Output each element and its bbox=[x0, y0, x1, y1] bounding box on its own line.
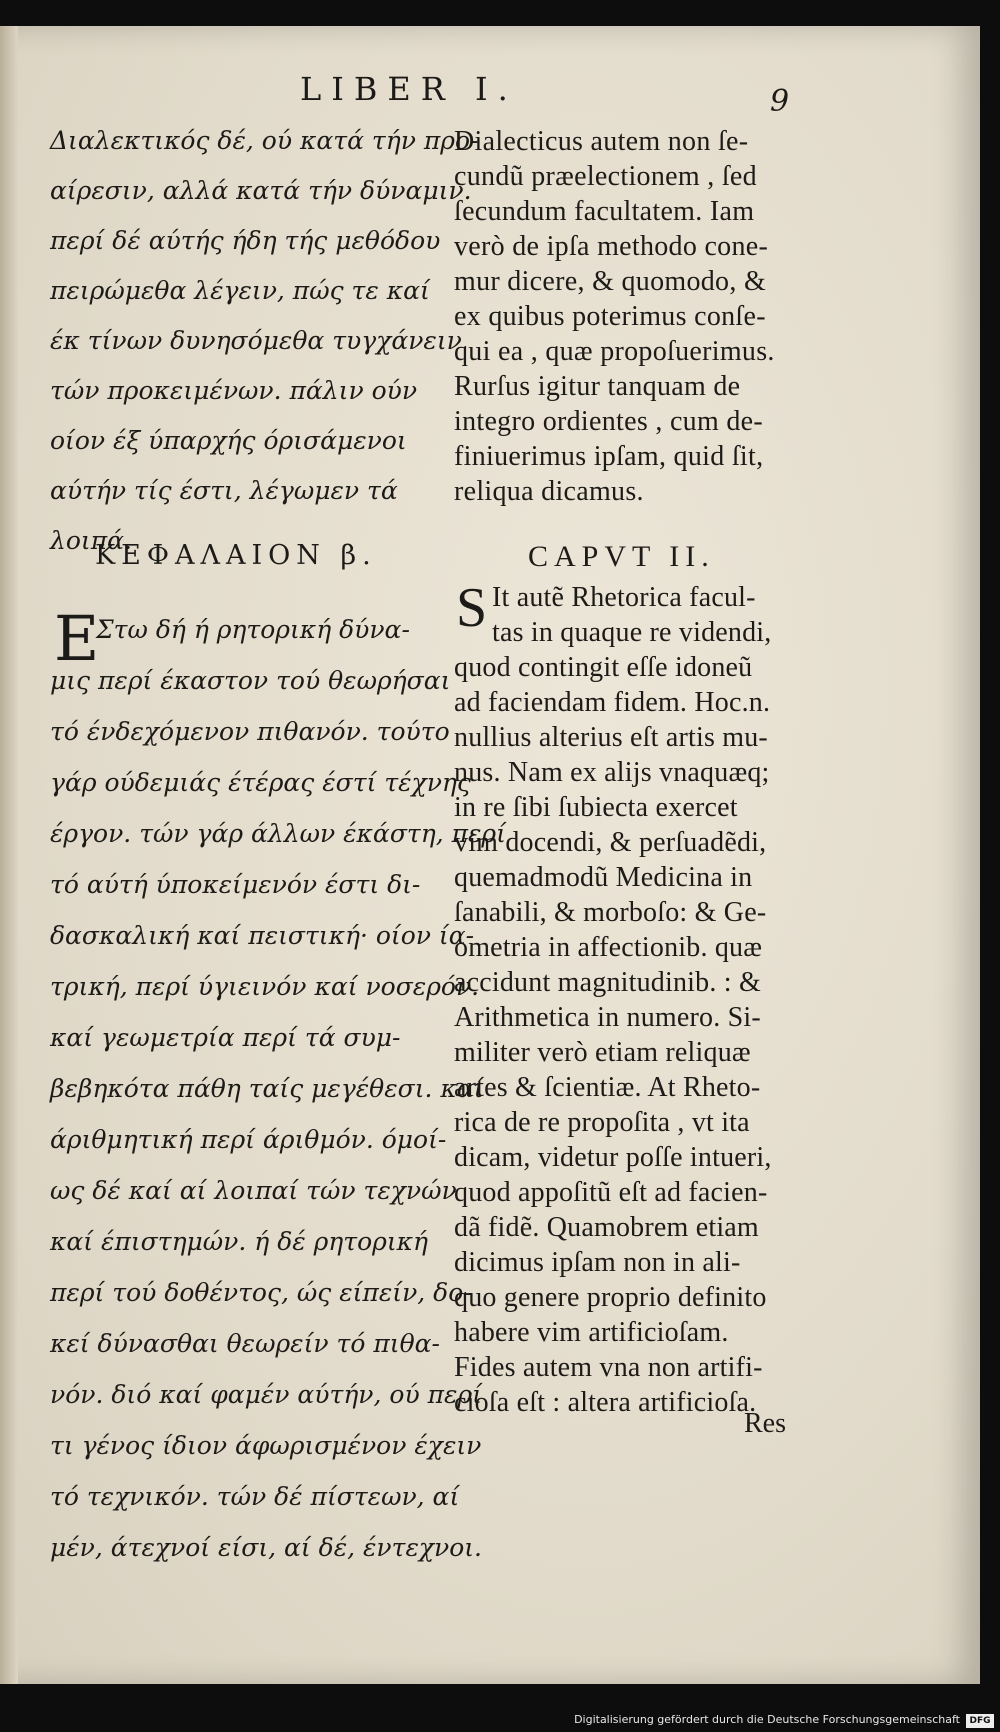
text-line: τό ένδεχόμενον πιθανόν. τούτο bbox=[50, 717, 450, 746]
text-line: πειρώμεθα λέγειν, πώς τε καί bbox=[50, 276, 430, 305]
text-line: integro ordientes , cum de- bbox=[454, 406, 764, 437]
text-line: nus. Nam ex alijs vnaquæq; bbox=[454, 757, 770, 788]
text-line: accidunt magnitudinib. : & bbox=[454, 967, 761, 998]
text-line: νόν. διό καί φαμέν αύτήν, ού περί bbox=[50, 1380, 482, 1409]
text-line: cundũ præelectionem , ſed bbox=[454, 161, 757, 192]
greek-column-first-line bbox=[96, 604, 436, 655]
text-line: artes & ſcientiæ. At Rheto- bbox=[454, 1072, 761, 1103]
text-line: έκ τίνων δυνησόμεθα τυγχάνειν bbox=[50, 326, 462, 355]
text-line: rica de re propoſita , vt ita bbox=[454, 1107, 750, 1138]
text-line: verò de ipſa methodo cone- bbox=[454, 231, 769, 262]
text-line: finiuerimus ipſam, quid ſit, bbox=[454, 441, 764, 472]
drop-cap-latin: S bbox=[456, 577, 488, 639]
latin-column-first-lines bbox=[492, 580, 802, 650]
folio-number: 9 bbox=[770, 84, 790, 119]
chapter-title-latin: CAPVT II. bbox=[528, 540, 715, 573]
text-line: quemadmodũ Medicina in bbox=[454, 862, 753, 893]
dfg-logo: DFG bbox=[966, 1714, 994, 1728]
text-line: Στω δή ή ρητορική δύνα- bbox=[96, 615, 410, 644]
text-line: ometria in affectionib. quæ bbox=[454, 932, 763, 963]
text-line: τι γένος ίδιον άφωρισμένον έχειν bbox=[50, 1431, 482, 1460]
text-line: περί τού δοθέντος, ώς είπείν, δο- bbox=[50, 1278, 472, 1307]
text-line: άριθμητική περί άριθμόν. όμοί- bbox=[50, 1125, 447, 1154]
text-line: έργον. τών γάρ άλλων έκάστη, περί bbox=[50, 819, 506, 848]
chapter-title-greek: ΚΕΦΑΛΑΙΟΝ β. bbox=[95, 540, 377, 571]
digitization-credit: Digitalisierung gefördert durch die Deutsche Forschungsgemeinschaft bbox=[574, 1713, 960, 1726]
text-line: It autẽ Rhetorica facul- bbox=[492, 582, 756, 613]
greek-column-body bbox=[50, 655, 506, 1573]
text-line: quo genere proprio definito bbox=[454, 1282, 767, 1313]
greek-column-top bbox=[50, 116, 479, 566]
text-line: καί γεωμετρία περί τά συμ- bbox=[50, 1023, 401, 1052]
text-line: nullius alterius eſt artis mu- bbox=[454, 722, 768, 753]
text-line: dicam, videtur poſſe intueri, bbox=[454, 1142, 772, 1173]
text-line: habere vim artificioſam. bbox=[454, 1317, 729, 1348]
text-line: τό τεχνικόν. τών δέ πίστεων, αί bbox=[50, 1482, 460, 1511]
text-line: ως δέ καί αί λοιπαί τών τεχνών bbox=[50, 1176, 457, 1205]
latin-column-body bbox=[454, 650, 799, 1420]
catchword: Res bbox=[744, 1408, 786, 1439]
text-line: ſanabili, & morboſo: & Ge- bbox=[454, 897, 767, 928]
text-line: Διαλεκτικός δέ, ού κατά τήν προ- bbox=[50, 126, 479, 155]
running-title: LIBER I. bbox=[300, 70, 518, 108]
text-line: μις περί έκαστον τού θεωρήσαι bbox=[50, 666, 451, 695]
text-line: τό αύτή ύποκείμενόν έστι δι- bbox=[50, 870, 421, 899]
text-line: τρική, περί ύγιεινόν καί νοσερόν. bbox=[50, 972, 480, 1001]
text-line: μέν, άτεχνοί είσι, αί δέ, έντεχνοι. bbox=[50, 1533, 483, 1562]
text-line: αίρεσιν, αλλά κατά τήν δύναμιν. bbox=[50, 176, 472, 205]
text-line: ſecundum facultatem. Iam bbox=[454, 196, 755, 227]
text-line: militer verò etiam reliquæ bbox=[454, 1037, 751, 1068]
text-line: αύτήν τίς έστι, λέγωμεν τά bbox=[50, 476, 398, 505]
text-line: dã fidẽ. Quamobrem etiam bbox=[454, 1212, 759, 1243]
text-line: ad faciendam fidem. Hoc.n. bbox=[454, 687, 771, 718]
text-line: οίον έξ ύπαρχής όρισάμενοι bbox=[50, 426, 407, 455]
latin-column-top bbox=[454, 124, 799, 509]
text-line: vim docendi, & perſuadẽdi, bbox=[454, 827, 767, 858]
text-line: reliqua dicamus. bbox=[454, 476, 644, 507]
text-line: dicimus ipſam non in ali- bbox=[454, 1247, 741, 1278]
text-line: κεί δύνασθαι θεωρείν τό πιθα- bbox=[50, 1329, 440, 1358]
text-line: Fides autem vna non artifi- bbox=[454, 1352, 763, 1383]
text-line: mur dicere, & quomodo, & bbox=[454, 266, 767, 297]
text-line: τών προκειμένων. πάλιν ούν bbox=[50, 376, 418, 405]
text-line: Rurſus igitur tanquam de bbox=[454, 371, 741, 402]
page-gutter bbox=[0, 26, 18, 1684]
text-line: λοιπά. bbox=[50, 526, 132, 555]
drop-cap-greek: Ε bbox=[54, 602, 100, 675]
text-line: quod contingit eſſe idoneũ bbox=[454, 652, 753, 683]
text-line: βεβηκότα πάθη ταίς μεγέθεσι. καί bbox=[50, 1074, 484, 1103]
text-line: δασκαλική καί πειστική· οίον ία- bbox=[50, 921, 475, 950]
text-line: Arithmetica in numero. Si- bbox=[454, 1002, 761, 1033]
text-line: qui ea , quæ propoſuerimus. bbox=[454, 336, 775, 367]
text-line: καί έπιστημών. ή δέ ρητορική bbox=[50, 1227, 429, 1256]
text-line: tas in quaque re videndi, bbox=[492, 617, 772, 648]
text-line: περί δέ αύτής ήδη τής μεθόδου bbox=[50, 226, 441, 255]
text-line: ex quibus poterimus conſe- bbox=[454, 301, 766, 332]
text-line: Dialecticus autem non ſe- bbox=[454, 126, 749, 157]
text-line: cioſa eſt : altera artificioſa. bbox=[454, 1387, 757, 1418]
text-line: quod appoſitũ eſt ad facien- bbox=[454, 1177, 768, 1208]
text-line: γάρ ούδεμιάς έτέρας έστί τέχνης bbox=[50, 768, 471, 797]
text-line: in re ſibi ſubiecta exercet bbox=[454, 792, 738, 823]
